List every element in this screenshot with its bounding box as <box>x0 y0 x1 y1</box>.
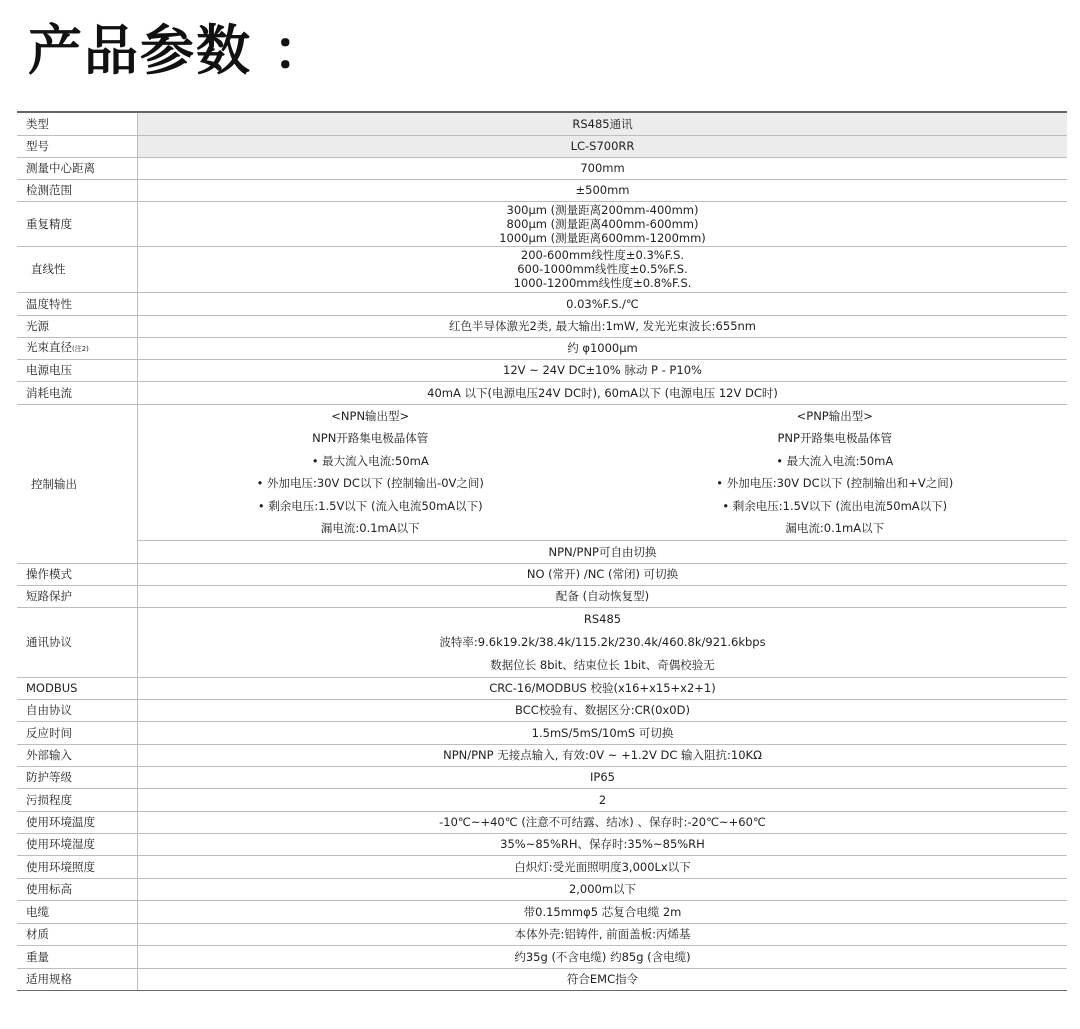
row-value: 12V ~ 24V DC±10% 脉动 P - P10% <box>138 359 1068 381</box>
table-row <box>17 811 1067 833</box>
row-label <box>17 337 138 359</box>
row-value: 约35g (不含电缆) 约85g (含电缆) <box>138 945 1068 968</box>
row-label: 污损程度 <box>17 788 138 811</box>
value-line: 数据位长 8bit、结束位长 1bit、奇偶校验无 <box>490 657 715 672</box>
table-row <box>17 135 1067 157</box>
row-value: RS485通讯 <box>138 112 1068 135</box>
value-line: RS485 <box>583 611 622 626</box>
row-label: 反应时间 <box>17 721 138 744</box>
row-value: -10℃~+40℃ (注意不可结露、结冰) 、保存时:-20℃~+60℃ <box>138 811 1068 833</box>
value-line: 800μm (测量距离400mm-600mm) <box>506 216 699 231</box>
row-label: 电缆 <box>17 900 138 923</box>
pnp-line: • 剩余电压:1.5V以下 (流出电流50mA以下) <box>722 498 948 513</box>
table-row <box>17 585 1067 607</box>
spec-table <box>17 111 1067 991</box>
row-value <box>138 201 1068 246</box>
table-row <box>17 201 1067 246</box>
row-label: 类型 <box>17 112 138 135</box>
row-value: LC-S700RR <box>138 135 1068 157</box>
table-row <box>17 900 1067 923</box>
row-label: 温度特性 <box>17 292 138 315</box>
table-row <box>17 607 1067 677</box>
table-row <box>17 677 1067 699</box>
pnp-line: • 最大流入电流:50mA <box>776 453 894 468</box>
table-row <box>17 766 1067 788</box>
control-output-cell <box>138 404 1068 540</box>
pnp-column <box>603 405 1068 540</box>
npn-line: • 外加电压:30V DC以下 (控制输出-0V之间) <box>256 476 484 490</box>
footnote-marker: (注2) <box>72 345 89 353</box>
table-row <box>17 699 1067 721</box>
table-row <box>17 246 1067 292</box>
row-label: 电源电压 <box>17 359 138 381</box>
row-label: 使用环境湿度 <box>17 833 138 855</box>
row-label: 直线性 <box>17 246 138 292</box>
row-value: 带0.15mmφ5 芯复合电缆 2m <box>138 900 1068 923</box>
row-value: 本体外壳:铝铸件, 前面盖板:丙烯基 <box>138 923 1068 945</box>
row-value: 白炽灯:受光面照明度3,000Lx以下 <box>138 855 1068 878</box>
table-row <box>17 563 1067 585</box>
table-row <box>17 404 1067 540</box>
row-label: 使用标高 <box>17 878 138 900</box>
row-value: 约 φ1000μm <box>138 337 1068 359</box>
table-row <box>17 968 1067 990</box>
row-label: 重复精度 <box>17 201 138 246</box>
pnp-line: 漏电流:0.1mA以下 <box>785 521 885 535</box>
table-row <box>17 381 1067 404</box>
pnp-line: <PNP输出型> <box>796 408 873 423</box>
value-line: 1000μm (测量距离600mm-1200mm) <box>499 230 706 245</box>
row-value: 1.5mS/5mS/10mS 可切换 <box>138 721 1068 744</box>
table-row <box>17 359 1067 381</box>
row-label: 测量中心距离 <box>17 157 138 179</box>
row-label: 使用环境照度 <box>17 855 138 878</box>
row-label: 检测范围 <box>17 179 138 201</box>
pnp-line: PNP开路集电极晶体管 <box>777 431 892 445</box>
row-value: 0.03%F.S./℃ <box>138 292 1068 315</box>
row-label: 光源 <box>17 315 138 337</box>
control-output-columns <box>138 405 1067 540</box>
row-label: 短路保护 <box>17 585 138 607</box>
value-line: 200-600mm线性度±0.3%F.S. <box>520 248 685 262</box>
row-value: 符合EMC指令 <box>138 968 1068 990</box>
row-label: 型号 <box>17 135 138 157</box>
table-row <box>17 179 1067 201</box>
table-row <box>17 315 1067 337</box>
table-row <box>17 157 1067 179</box>
row-label: 重量 <box>17 945 138 968</box>
label-text: 光束直径 <box>26 340 72 354</box>
row-label: 材质 <box>17 923 138 945</box>
switch-note: NPN/PNP可自由切换 <box>138 540 1068 563</box>
pnp-line: • 外加电压:30V DC以下 (控制输出和+V之间) <box>716 476 954 490</box>
npn-column <box>138 405 603 540</box>
row-value: BCC校验有、数据区分:CR(0x0D) <box>138 699 1068 721</box>
table-row <box>17 855 1067 878</box>
table-row <box>17 833 1067 855</box>
value-line: 波特率:9.6k19.2k/38.4k/115.2k/230.4k/460.8k/921.6kbps <box>439 634 766 649</box>
row-value: 700mm <box>138 157 1068 179</box>
row-value: IP65 <box>138 766 1068 788</box>
npn-line: • 剩余电压:1.5V以下 (流入电流50mA以下) <box>257 498 483 513</box>
table-row <box>17 292 1067 315</box>
row-value: NPN/PNP 无接点输入, 有效:0V ~ +1.2V DC 输入阻抗:10KΩ <box>138 744 1068 766</box>
row-label: 防护等级 <box>17 766 138 788</box>
page-title: 产品参数 ： <box>28 19 329 82</box>
row-value: CRC-16/MODBUS 校验(x16+x15+x2+1) <box>138 677 1068 699</box>
row-value <box>138 607 1068 677</box>
row-value <box>138 246 1068 292</box>
row-value: 35%~85%RH、保存时:35%~85%RH <box>138 833 1068 855</box>
row-label: 自由协议 <box>17 699 138 721</box>
row-label: 通讯协议 <box>17 607 138 677</box>
table-row <box>17 923 1067 945</box>
row-value: NO (常开) /NC (常闭) 可切换 <box>138 563 1068 585</box>
row-label: MODBUS <box>17 677 138 699</box>
row-label: 操作模式 <box>17 563 138 585</box>
row-label: 消耗电流 <box>17 381 138 404</box>
npn-line: <NPN输出型> <box>331 408 410 423</box>
table-row <box>17 788 1067 811</box>
row-value: 2,000m以下 <box>138 878 1068 900</box>
row-value: 40mA 以下(电源电压24V DC时), 60mA以下 (电源电压 12V DC时) <box>138 381 1068 404</box>
table-row <box>17 878 1067 900</box>
row-label: 使用环境温度 <box>17 811 138 833</box>
table-row <box>17 721 1067 744</box>
row-value: ±500mm <box>138 179 1068 201</box>
row-label: 外部输入 <box>17 744 138 766</box>
value-line: 1000-1200mm线性度±0.8%F.S. <box>513 276 692 290</box>
npn-line: 漏电流:0.1mA以下 <box>320 521 420 535</box>
row-value: 2 <box>138 788 1068 811</box>
row-value: 红色半导体激光2类, 最大输出:1mW, 发光光束波长:655nm <box>138 315 1068 337</box>
row-label: 控制输出 <box>17 404 138 563</box>
value-line: 300μm (测量距离200mm-400mm) <box>506 202 699 217</box>
row-label: 适用规格 <box>17 968 138 990</box>
npn-line: • 最大流入电流:50mA <box>311 453 429 468</box>
row-value: 配备 (自动恢复型) <box>138 585 1068 607</box>
table-row <box>17 337 1067 359</box>
npn-line: NPN开路集电极晶体管 <box>312 431 429 445</box>
table-row <box>17 540 1067 563</box>
table-row <box>17 945 1067 968</box>
table-row <box>17 112 1067 135</box>
value-line: 600-1000mm线性度±0.5%F.S. <box>517 262 688 276</box>
table-row <box>17 744 1067 766</box>
